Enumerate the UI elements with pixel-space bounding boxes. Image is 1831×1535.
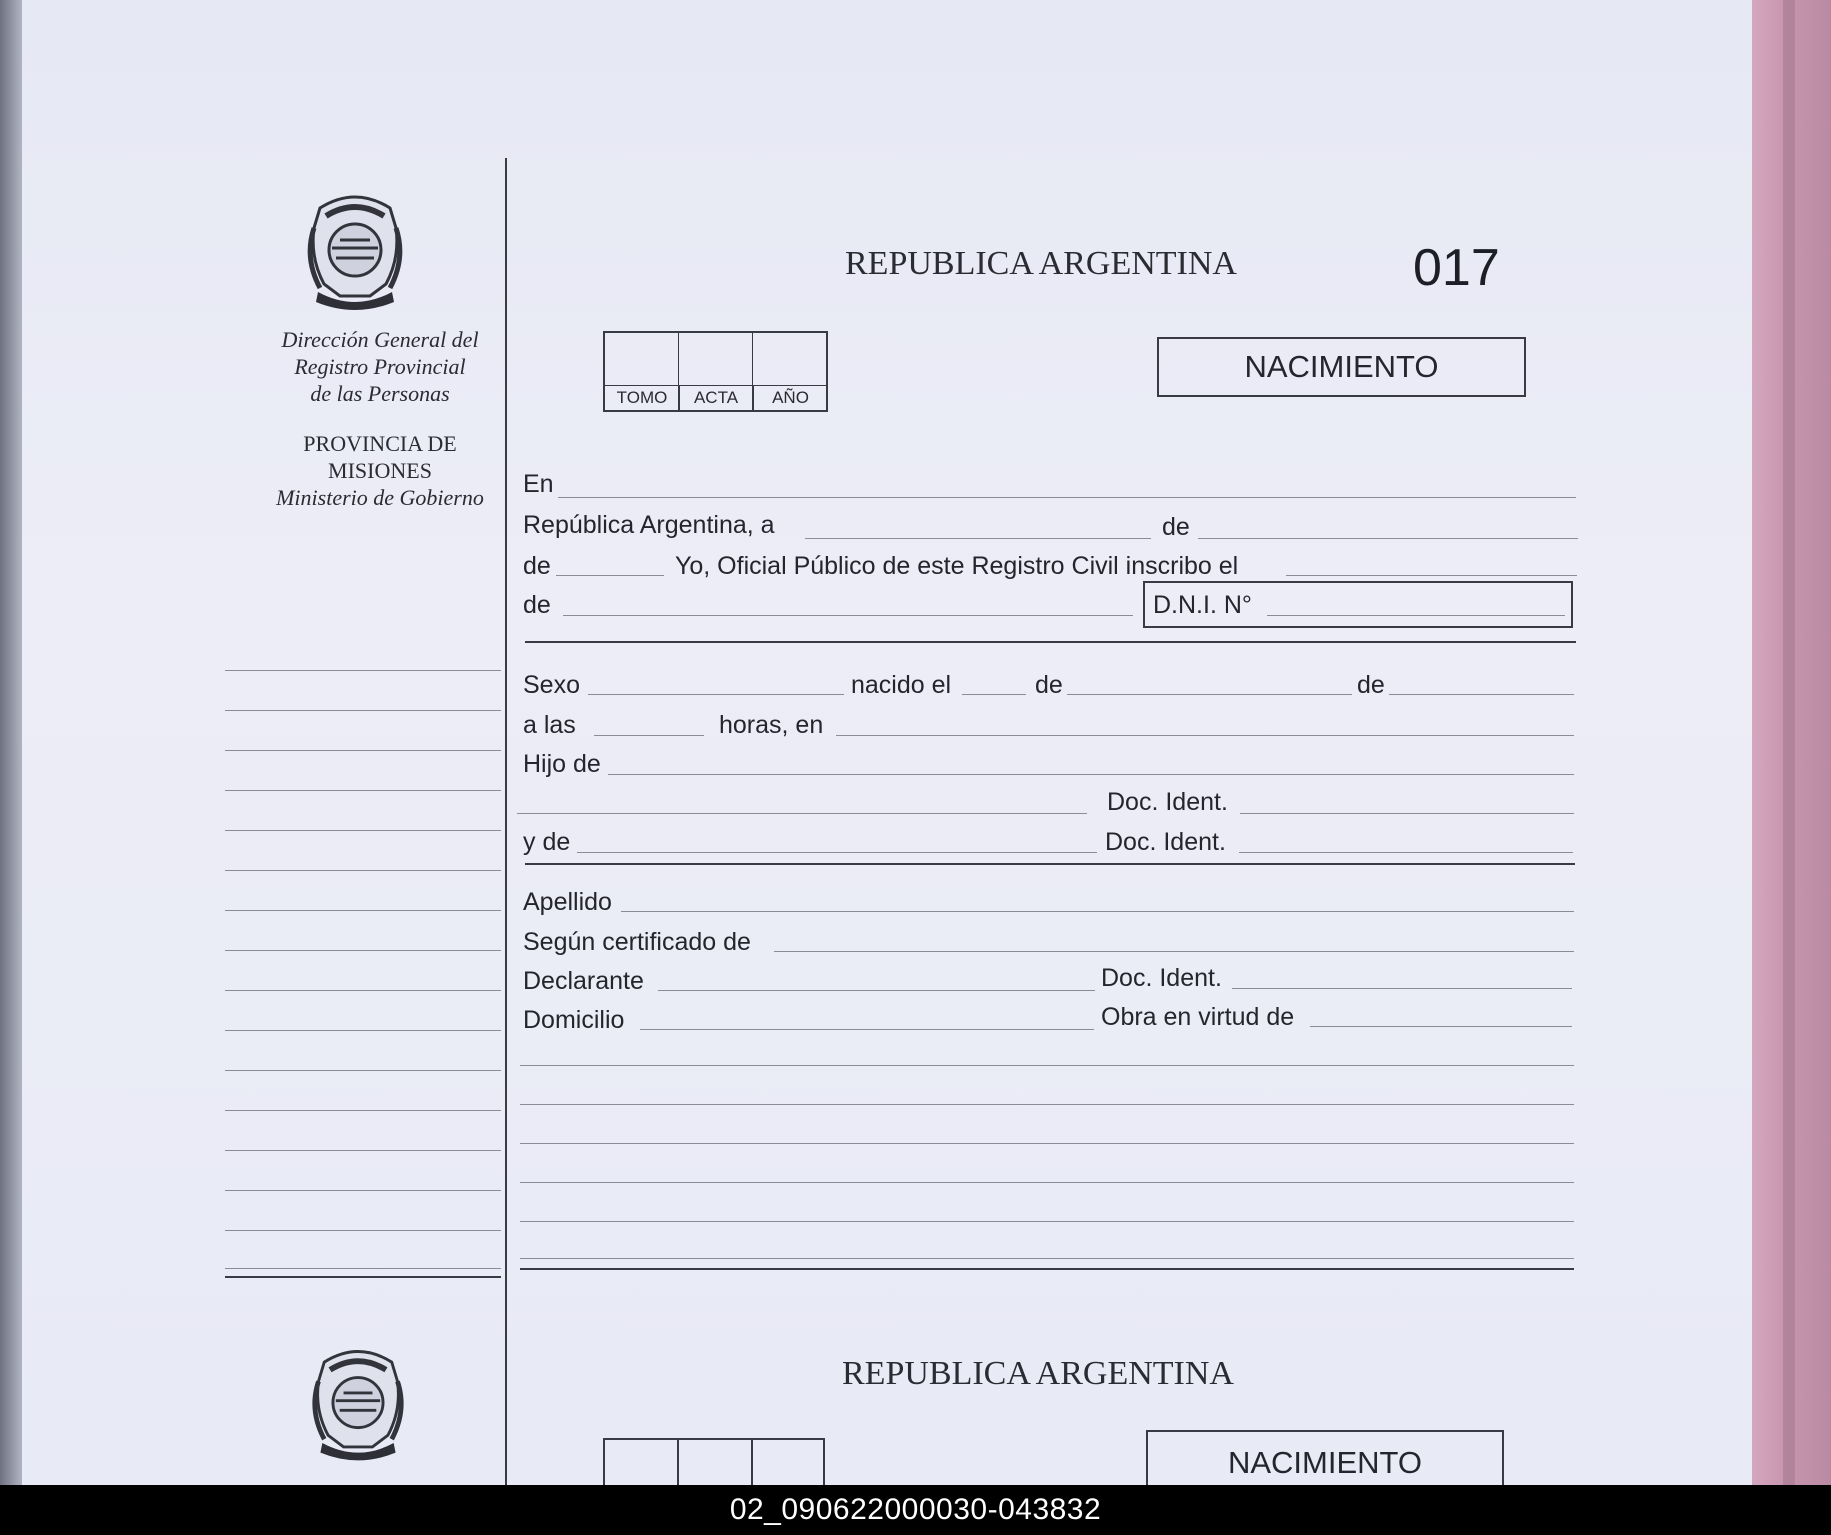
- section-divider-1: [525, 641, 1576, 643]
- en-line[interactable]: [558, 497, 1576, 498]
- de-label-2: de: [523, 552, 551, 580]
- date-day-line[interactable]: [805, 538, 1151, 539]
- padre-line[interactable]: [517, 813, 1087, 814]
- image-caption-bar: [0, 1485, 1831, 1535]
- apellido-line[interactable]: [621, 911, 1574, 912]
- domicilio-label: Domicilio: [523, 1006, 625, 1034]
- nacido-year-line[interactable]: [1389, 694, 1574, 695]
- declarante-line[interactable]: [658, 990, 1095, 991]
- doc-ident-label-3: Doc. Ident.: [1101, 964, 1222, 992]
- hijo-de-line[interactable]: [608, 774, 1574, 775]
- birth-certificate-form-page: [22, 0, 1752, 1485]
- year-line[interactable]: [556, 575, 664, 576]
- stub-province-line-1: PROVINCIA DE: [303, 431, 457, 456]
- lugar-line[interactable]: [836, 735, 1574, 736]
- stub-org-line-3: de las Personas: [310, 381, 450, 406]
- next-boxgrid: [603, 1438, 825, 1485]
- madre-line[interactable]: [577, 852, 1097, 853]
- stub-org-line-1: Dirección General del: [281, 327, 479, 352]
- nacimiento-box-next: NACIMIENTO: [1146, 1430, 1504, 1485]
- de-label-3: de: [523, 591, 551, 619]
- country-title-next: REPUBLICA ARGENTINA: [842, 1355, 1234, 1392]
- country-title: REPUBLICA ARGENTINA: [845, 245, 1237, 282]
- inscribo-line[interactable]: [1286, 575, 1577, 576]
- doc-ident-label-1: Doc. Ident.: [1107, 788, 1228, 816]
- de-label-1: de: [1162, 513, 1190, 541]
- image-caption: 02_090622000030-043832: [729, 1493, 1102, 1526]
- doc-ident-line-1[interactable]: [1240, 813, 1574, 814]
- dni-line[interactable]: [1267, 615, 1565, 616]
- date-month-line[interactable]: [1198, 538, 1578, 539]
- yo-statement: Yo, Oficial Público de este Registro Civil inscribo el: [675, 552, 1239, 580]
- nacido-label: nacido el: [851, 671, 952, 699]
- sexo-label: Sexo: [523, 671, 580, 699]
- ano-label: AÑO: [753, 385, 828, 410]
- pink-copy-shadow: [1783, 0, 1795, 1485]
- tomo-label: TOMO: [605, 385, 680, 410]
- doc-ident-label-2: Doc. Ident.: [1105, 828, 1226, 856]
- declarante-label: Declarante: [523, 967, 644, 995]
- name-line[interactable]: [563, 615, 1133, 616]
- y-de-label: y de: [523, 828, 571, 856]
- segun-line[interactable]: [774, 951, 1574, 952]
- hora-line[interactable]: [594, 735, 704, 736]
- domicilio-line[interactable]: [640, 1029, 1094, 1030]
- republica-label: República Argentina, a: [523, 511, 775, 539]
- sexo-line[interactable]: [588, 694, 844, 695]
- de-label-4: de: [1035, 671, 1063, 699]
- section-divider-2: [525, 863, 1575, 865]
- stub-divider: [505, 158, 507, 1485]
- obra-line[interactable]: [1310, 1026, 1572, 1027]
- stub-org-line-2: Registro Provincial: [294, 354, 466, 379]
- hijo-de-label: Hijo de: [523, 750, 601, 778]
- a-las-label: a las: [523, 711, 576, 739]
- nacido-day-line[interactable]: [962, 694, 1026, 695]
- doc-ident-line-3[interactable]: [1232, 988, 1572, 989]
- en-label: En: [523, 470, 554, 498]
- horas-label: horas, en: [719, 711, 824, 739]
- serial-number: 017: [1413, 239, 1500, 297]
- stub-ministry: Ministerio de Gobierno: [276, 485, 484, 510]
- misiones-seal-icon-2: [305, 1342, 411, 1467]
- nacido-month-line[interactable]: [1067, 694, 1352, 695]
- segun-label: Según certificado de: [523, 928, 751, 956]
- dni-label: D.N.I. N°: [1153, 591, 1252, 619]
- misiones-seal-icon: [300, 188, 410, 316]
- tomo-acta-ano-boxes: [603, 331, 828, 412]
- nacimiento-box: NACIMIENTO: [1157, 337, 1526, 397]
- apellido-label: Apellido: [523, 888, 612, 916]
- de-label-5: de: [1357, 671, 1385, 699]
- acta-label: ACTA: [679, 385, 754, 410]
- stub-province-line-2: MISIONES: [328, 458, 432, 483]
- doc-ident-line-2[interactable]: [1239, 852, 1573, 853]
- obra-label: Obra en virtud de: [1101, 1003, 1295, 1031]
